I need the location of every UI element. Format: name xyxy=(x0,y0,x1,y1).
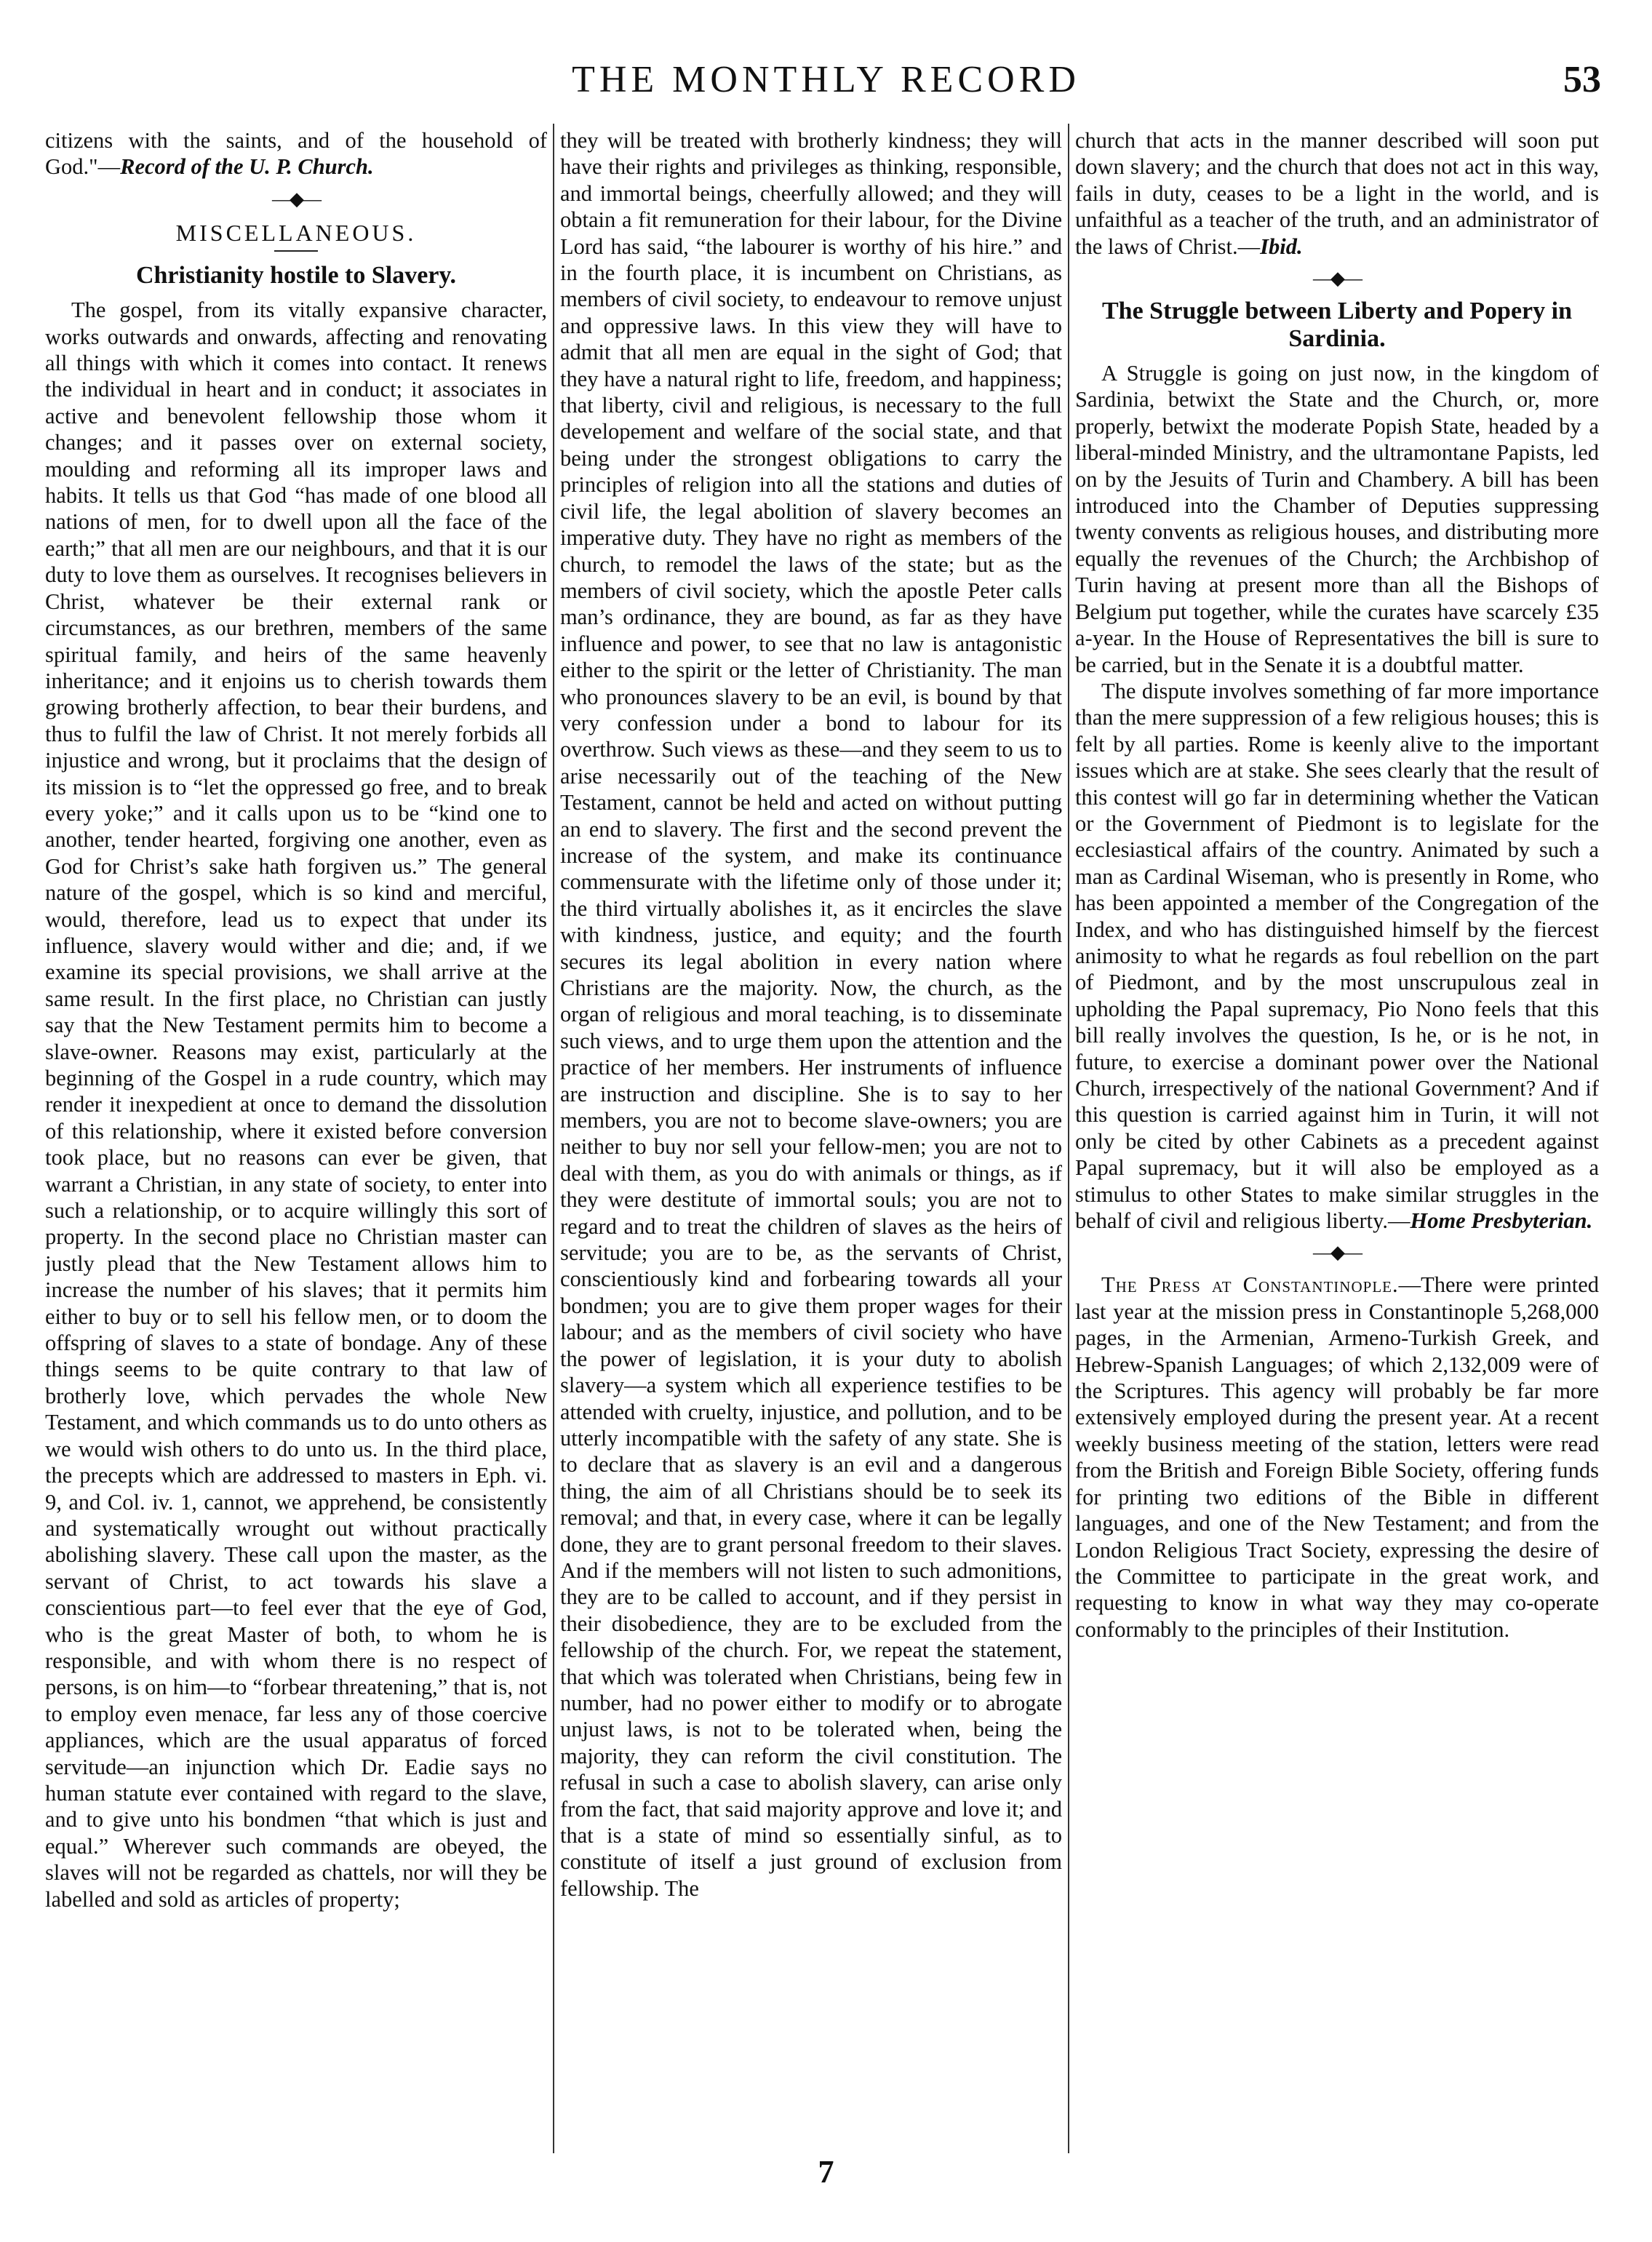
continuation-paragraph xyxy=(45,127,547,180)
article-title: The Struggle between Liberty and Popery in Sardinia. xyxy=(1102,298,1572,353)
source-citation: Record of the U. P. Church. xyxy=(120,154,374,180)
column-middle xyxy=(560,127,1062,2150)
paragraph-text: The dispute involves something of far more importance than the mere suppression of a few religious houses; this is felt by all parties. Rome is keenly alive to the important issues which are at stake. She sees clearly that the result of this contest will go far in determining whether the Vatican or the Government of Piedmont is to legislate for the ecclesiastical affairs of the country. Animated by such a man as Cardinal Wiseman, who is presently in Rome, who has been appointed a member of the Congregation of the Index, and who has distinguished himself by the fiercest animosity to what he regards as foul rebellion on the part of Piedmont, and by the most unscrupulous zeal in upholding the Papal supremacy, Pio Nono feels that this bill really involves the question, Is he, or is he not, in future, to exercise a dominant power over the National Church, irrespectively of the national Government? And if this question is carried against him in Turin, it will not only be cited by other Cabinets as a precedent against Papal supremacy, but it will also be employed as a stimulus to other States to make similar struggles in the behalf of civil and religious liberty.— xyxy=(1075,678,1599,1234)
column-divider xyxy=(553,124,554,2153)
article-paragraph: A Struggle is going on just now, in the kingdom of Sardinia, betwixt the State and the Church, or, more properly, betwixt the moderate Popish State, headed by a liberal-minded Ministry, and the ultramontane Papists, led on by the Jesuits of Turin and Chambery. A bill has been introduced into the Chamber of Deputies suppressing twenty convents as religious houses, and distributing more equally the revenues of the Church; the Archbishop of Turin having at present more than all the Bishops of Belgium put together, while the curates have scarcely £35 a-year. In the House of Representatives the bill is sure to be carried, but in the Senate it is a doubtful matter. xyxy=(1075,361,1599,677)
running-title: THE MONTHLY RECORD xyxy=(572,59,1080,100)
column-left xyxy=(45,127,547,2150)
column-divider xyxy=(1068,124,1069,2153)
ornament-divider: —◆— xyxy=(272,188,320,210)
page-number: 53 xyxy=(1563,59,1601,100)
source-citation: Ibid. xyxy=(1260,234,1303,259)
article-paragraph: they will be treated with brotherly kindness; they will have their rights and privileges as thinking, responsible, and immortal beings, cheerfully allowed; and they will obtain a fit remuneration for their labour, for the Divine Lord has said, “the labourer is worthy of his hire.” and in the fourth place, it is incumbent on Christians, as members of civil society, to endeavour to remove unjust and oppressive laws. In this view they will have to admit that all men are equal in the sight of God; that they have a natural right to life, freedom, and happiness; that liberty, civil and religious, is necessary to the full developement and welfare of the social state, and that being under the strongest obligations to carry the principles of religion into all the stations and duties of civil life, the legal abolition of slavery becomes an imperative duty. They have no right as members of the church, to remodel the laws of the state; but as the members of civil society, which the apostle Peter calls man’s ordinance, they are bound, as far as they have influence and power, to see that no law is antagonistic either to the spirit or the letter of Christianity. The man who pronounces slavery to be an evil, is bound by that very confession under a bond to labour for its overthrow. Such views as these—and they seem to us to arise necessarily out of the teaching of the New Testament, cannot be held and acted on without putting an end to slavery. The first and the second prevent the increase of the system, and make its continuance commensurate with the lifetime only of those under it; the third virtually abolishes it, as it encircles the slave with kindness, justice, and equity; and the fourth secures its legal abolition in every nation where Christians are the majority. Now, the church, as the organ of religious and moral teaching, is to disseminate such views, and to urge them upon the attention and the practice of her members. Her instruments of influence are instruction and discipline. She is to say to her members, you are not to become slave-owners; you are neither to buy nor sell your fellow-men; you are not to deal with them, as you do with animals or things, as if they were destitute of immortal souls; you are not to regard and to treat the children of slaves as the heirs of servitude; you are to be, as the servants of Christ, conscientiously kind and forbearing towards all your bondmen; you are to give them proper wages for their labour; and as the members of civil society who have the power of legislation, it is your duty to abolish slavery—a system which all experience testifies to be attended with cruelty, injustice, and pollution, and to be utterly incompatible with the safety of any state. She is to declare that as slavery is an evil and a dangerous thing, the aim of all Christians should be to seek its removal; and that, in every case, where it can be legally done, they are to grant personal freedom to their slaves. And if the members will not listen to such admonitions, they are to be called to account, and if they persist in their disobedience, they are to be excluded from the fellowship of the church. For, we repeat the statement, that which was tolerated when Christians, being few in number, had no power either to modify or to abrogate unjust laws, is not to be tolerated when, being the majority, they can reform the civil constitution. The refusal in such a case to abolish slavery, can arise only from the fact, that said majority approve and love it; and that is a state of mind so essentially sinful, as to constitute of itself a just ground of exclusion from fellowship. The xyxy=(560,128,1062,1901)
section-title: MISCELLANEOUS. xyxy=(175,219,417,246)
news-paragraph xyxy=(1075,1272,1599,1643)
ornament-divider: —◆— xyxy=(1313,1242,1361,1264)
article-title: Christianity hostile to Slavery. xyxy=(135,262,457,290)
source-citation: Home Presbyterian. xyxy=(1410,1208,1593,1234)
page-header xyxy=(0,58,1652,116)
signature-mark: 7 xyxy=(818,2154,834,2190)
continuation-text: church that acts in the manner described will soon put down slavery; and the church that does not act in this way, fails in duty, ceases to be a light in the world, and is unfaithful as a teacher of the truth, and an administrator of the laws of Christ.— xyxy=(1075,128,1599,259)
news-text: —There were printed last year at the mission press in Constantinople 5,268,000 pages, in the Armenian, Armeno-Turkish Greek, and Hebrew-Spanish Languages; of which 2,132,009 were of the Scriptures. This agency will probably be far more extensively employed during the present year. At a recent weekly business meeting of the station, letters were read from the British and Foreign Bible Society, offering funds for printing two editions of the Bible in different languages, and one of the New Testament; and from the London Religious Tract Society, expressing the desire of the Committee to participate in the great work, and requesting to know in what way they may co-operate conformably to the principles of their Institution. xyxy=(1075,1272,1599,1642)
article-paragraph xyxy=(1075,678,1599,1234)
continuation-text: citizens with the saints, and of the household of God."— xyxy=(45,128,547,180)
continuation-paragraph xyxy=(1075,127,1599,260)
ornament-divider: —◆— xyxy=(1313,268,1361,290)
column-right xyxy=(1075,127,1599,2150)
short-rule xyxy=(274,250,318,252)
article-paragraph: The gospel, from its vitally expansive character, works outwards and onwards, affecting and renovating all things with which it comes into contact. It renews the individual in heart and in conduct; it associates in active and benevolent fellowship those whom it changes; and it passes over on external society, moulding and reforming all its improper laws and habits. It tells us that God “has made of one blood all nations of men, for to dwell upon all the face of the earth;” that all men are our neighbours, and that it is our duty to love them as ourselves. It recognises believers in Christ, whatever be their external rank or circumstances, as our brethren, members of the same spiritual family, and heirs of the same heavenly inheritance; and it enjoins us to cherish towards them growing brotherly affection, to bear their burdens, and thus to fulfil the law of Christ. It not merely forbids all injustice and wrong, but it proclaims that the design of its mission is to “let the oppressed go free, and to break every yoke;” and it calls upon us to be “kind one to another, tender hearted, forgiving one another, even as God for Christ’s sake hath forgiven us.” The general nature of the gospel, which is so kind and merciful, would, therefore, lead us to expect that under its influence, slavery would wither and die; and, if we examine its special provisions, we shall arrive at the same result. In the first place, no Christian can justly say that the New Testament permits him to become a slave-owner. Reasons may exist, particularly at the beginning of the Gospel in a rude country, which may render it inexpedient at once to demand the dissolution of this relationship, where it existed before conversion took place, but no reasons can ever be given, that warrant a Christian, in any state of society, to enter into such a relationship, or to acquire willingly this sort of property. In the second place no Christian master can justly plead that the New Testament allows him to increase the number of his slaves; that it permits him either to buy or to sell his fellow men, or to doom the offspring of slaves to a state of bondage. Any of these things seems to be quite contrary to that law of brotherly love, which pervades the whole New Testament, and which commands us to do unto others as we would wish others to do unto us. In the third place, the precepts which are addressed to masters in Eph. vi. 9, and Col. iv. 1, cannot, we apprehend, be consistently and systematically wrought out without practically abolishing slavery. These call upon the master, as the servant of Christ, to act towards his slave a conscientious part—to feel ever that the eye of God, who is the great Master of both, to whom he is responsible, and with whom there is no respect of persons, is on him—to “forbear threatening,” that is, not to employ even menace, far less any of those coercive appliances, which are the usual apparatus of forced servitude—an injunction which Dr. Eadie says no human statute ever contained with regard to the slave, and to give unto his bondmen “that which is just and equal.” Wherever such commands are obeyed, the slaves will not be regarded as chattels, nor will they be labelled and sold as articles of property; xyxy=(45,298,547,1912)
news-lead: The Press at Constantinople. xyxy=(1101,1272,1399,1298)
